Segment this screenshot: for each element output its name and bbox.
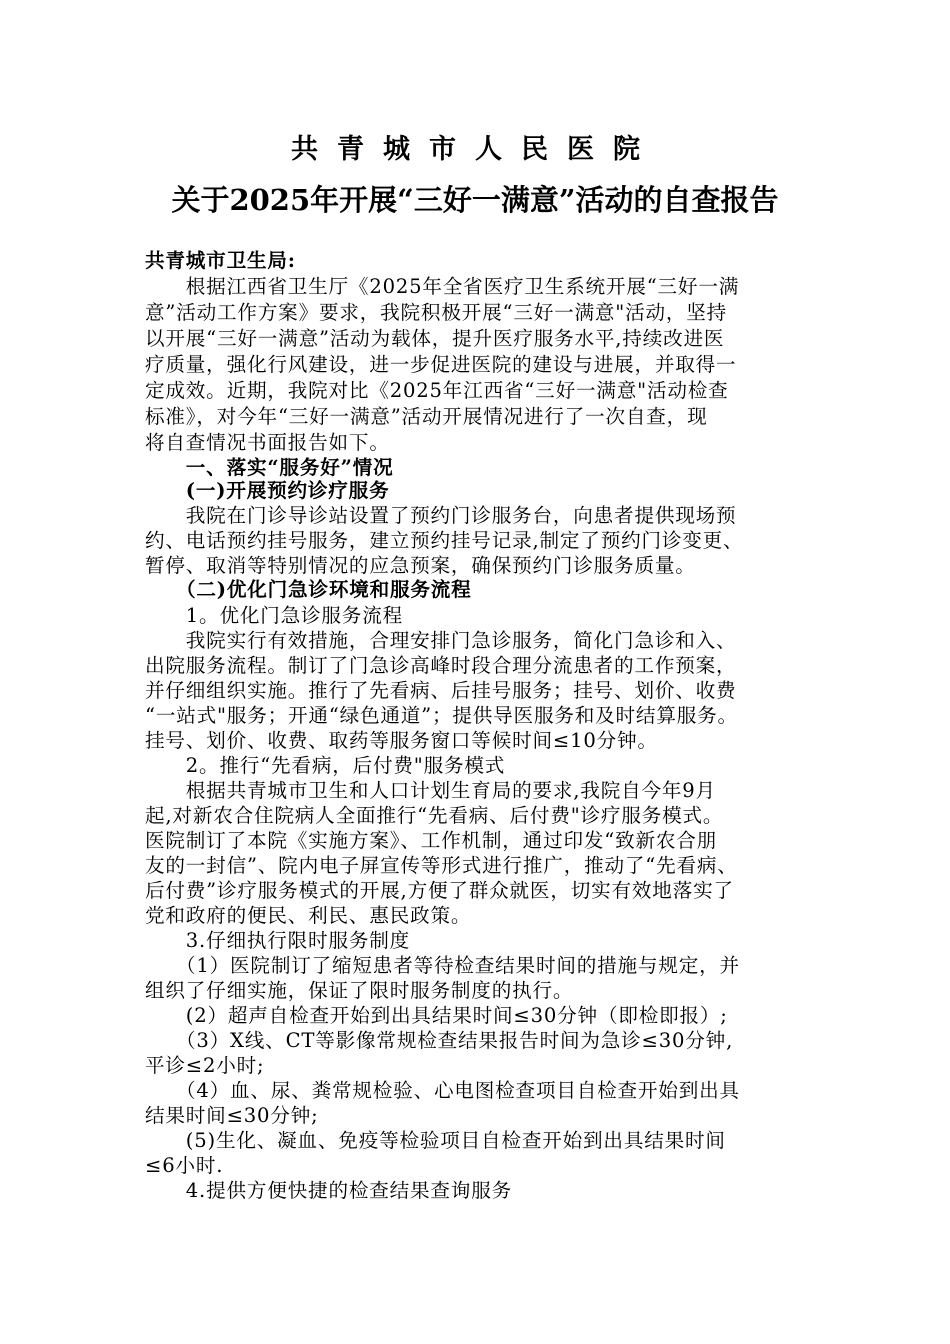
body-text-line: 疗质量，强化行风建设，进一步促进医院的建设与进展，并取得一: [145, 353, 737, 376]
body-text-line: 2。推行“先看病，后付费"服务模式: [145, 754, 506, 777]
body-text-line: （4）血、尿、粪常规检验、心电图检查项目自检查开始到出具: [145, 1079, 740, 1102]
body-text-line: 1。优化门急诊服务流程: [145, 604, 403, 627]
section-heading: 一、落实“服务好”情况: [145, 456, 394, 479]
body-text-line: (5)生化、凝血、免疫等检验项目自检查开始到出具结果时间: [145, 1129, 726, 1152]
section-heading: （二)优化门急诊环境和服务流程: [145, 578, 472, 601]
body-text-line: （3）X线、CT等影像常规检查结果报告时间为急诊≤30分钟,: [145, 1029, 734, 1052]
body-text-line: 3.仔细执行限时服务制度: [145, 929, 411, 952]
body-text-line: 医院制订了本院《实施方案》、工作机制，通过印发“致新农合朋: [145, 829, 718, 852]
body-text-line: ≤6小时.: [145, 1154, 224, 1177]
body-text-line: 挂号、划价、收费、取药等服务窗口等候时间≤10分钟。: [145, 729, 658, 752]
body-text-line: 根据江西省卫生厅《2025年全省医疗卫生系统开展“三好一满: [145, 275, 740, 298]
body-text-line: 友的一封信”、院内电子屏宣传等形式进行推广，推动了“先看病、: [145, 854, 738, 877]
body-text-line: 党和政府的便民、利民、惠民政策。: [145, 904, 472, 927]
body-text-line: 平诊≤2小时;: [145, 1054, 265, 1077]
body-text-line: 约、电话预约挂号服务，建立预约挂号记录,制定了预约门诊变更、: [145, 529, 744, 552]
body-text-line: 定成效。近期，我院对比《2025年江西省“三好一满意"活动检查: [145, 379, 729, 402]
body-text-line: 将自查情况书面报告如下。: [145, 431, 390, 454]
body-text-line: 出院服务流程。制订了门急诊高峰时段合理分流患者的工作预案，: [145, 654, 737, 677]
body-text-line: 以开展“三好一满意”活动为载体，提升医疗服务水平,持续改进医: [145, 327, 725, 350]
body-text-line: 并仔细组织实施。推行了先看病、后挂号服务；挂号、划价、收费: [145, 679, 737, 702]
body-text-line: 暂停、取消等特别情况的应急预案，确保预约门诊服务质量。: [145, 554, 696, 577]
body-text-line: 结果时间≤30分钟;: [145, 1104, 319, 1127]
body-text-line: 标准》，对今年“三好一满意”活动开展情况进行了一次自查，现: [145, 405, 708, 428]
section-heading: (一)开展预约诊疗服务: [145, 479, 390, 502]
body-text-line: 根据共青城市卫生和人口计划生育局的要求,我院自今年9月: [145, 779, 716, 802]
body-text-line: 我院在门诊导诊站设置了预约门诊服务台，向患者提供现场预: [145, 504, 737, 527]
body-text-line: 组织了仔细实施，保证了限时服务制度的执行。: [145, 979, 574, 1002]
body-text-line: 4.提供方便快捷的检查结果查询服务: [145, 1179, 512, 1202]
body-text-line: 意”活动工作方案》要求，我院积极开展“三好一满意"活动，坚持: [145, 301, 728, 324]
body-text-line: 我院实行有效措施，合理安排门急诊服务，简化门急诊和入、: [145, 629, 737, 652]
body-text-line: (2）超声自检查开始到出具结果时间≤30分钟（即检即报）;: [145, 1004, 728, 1027]
body-text-line: （1）医院制订了缩短患者等待检查结果时间的措施与规定，并: [145, 954, 740, 977]
section-heading: 共青城市卫生局:: [145, 249, 296, 272]
body-text-line: “一站式"服务；开通“绿色通道”；提供导医服务和及时结算服务。: [145, 704, 738, 727]
report-title: 关于2025年开展“三好一满意”活动的自查报告: [171, 183, 779, 217]
body-text-line: 起,对新农合住院病人全面推行“先看病、后付费"诊疗服务模式。: [145, 804, 724, 827]
hospital-name-title: 共青城市人民医院: [291, 134, 659, 165]
body-text-line: 后付费”诊疗服务模式的开展,方便了群众就医，切实有效地落实了: [145, 879, 734, 902]
